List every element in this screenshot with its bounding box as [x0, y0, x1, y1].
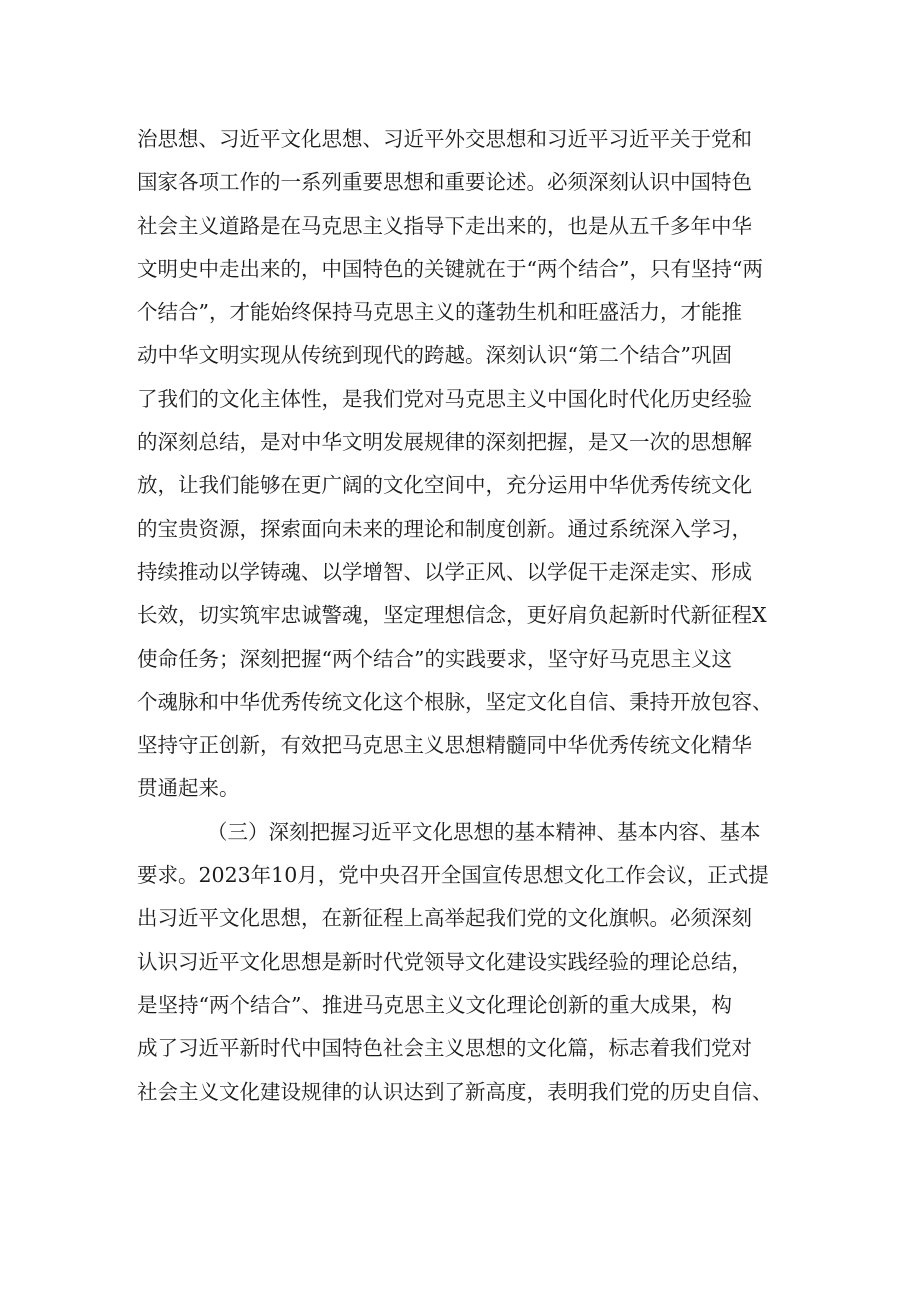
- paragraph-1: [137, 118, 807, 811]
- text-line: 社会主义道路是在马克思主义指导下走出来的，也是从五千多年中华: [137, 213, 752, 238]
- text-line: 动中华文明实现从传统到现代的跨越。深刻认识“第二个结合”巩固: [137, 343, 732, 368]
- text-line: 成了习近平新时代中国特色社会主义思想的文化篇，标志着我们党对: [137, 1036, 752, 1061]
- body-text: [137, 118, 807, 1114]
- text-line: 持续推动以学铸魂、以学增智、以学正风、以学促干走深走实、形成: [137, 559, 752, 584]
- text-line: 文明史中走出来的，中国特色的关键就在于“两个结合”，只有坚持“两: [137, 256, 763, 281]
- text-line: 国家各项工作的一系列重要思想和重要论述。必须深刻认识中国特色: [137, 170, 752, 195]
- text-line: 贯通起来。: [137, 776, 240, 801]
- text-line: 了我们的文化主体性，是我们党对马克思主义中国化时代化历史经验: [137, 386, 752, 411]
- paragraph-2: [137, 811, 807, 1114]
- text-line: 是坚持“两个结合”、推进马克思主义文化理论创新的重大成果，构: [137, 992, 732, 1017]
- text-line: 治思想、习近平文化思想、习近平外交思想和习近平习近平关于党和: [137, 127, 752, 151]
- text-line: （三）深刻把握习近平文化思想的基本精神、基本内容、基本: [207, 819, 761, 844]
- text-line: 认识习近平文化思想是新时代党领导文化建设实践经验的理论总结，: [137, 949, 752, 974]
- text-line: 放，让我们能够在更广阔的文化空间中，充分运用中华优秀传统文化: [137, 473, 752, 498]
- text-line: 个魂脉和中华优秀传统文化这个根脉，坚定文化自信、秉持开放包容、: [137, 689, 773, 714]
- text-line: 社会主义文化建设规律的认识达到了新高度，表明我们党的历史自信、: [137, 1079, 773, 1104]
- text-line: 长效，切实筑牢忠诚警魂，坚定理想信念，更好肩负起新时代新征程X: [137, 603, 767, 628]
- text-line: 要求。2023年10月，党中央召开全国宣传思想文化工作会议，正式提: [137, 863, 769, 888]
- text-line: 坚持守正创新，有效把马克思主义思想精髓同中华优秀传统文化精华: [137, 733, 752, 758]
- text-line: 个结合”，才能始终保持马克思主义的蓬勃生机和旺盛活力，才能推: [137, 300, 742, 325]
- text-line: 的宝贵资源，探索面向未来的理论和制度创新。通过系统深入学习，: [137, 516, 752, 541]
- text-line: 使命任务；深刻把握“两个结合”的实践要求，坚守好马克思主义这: [137, 646, 732, 671]
- text-line: 的深刻总结，是对中华文明发展规律的深刻把握，是又一次的思想解: [137, 430, 752, 455]
- text-line: 出习近平文化思想，在新征程上高举起我们党的文化旗帜。必须深刻: [137, 906, 752, 931]
